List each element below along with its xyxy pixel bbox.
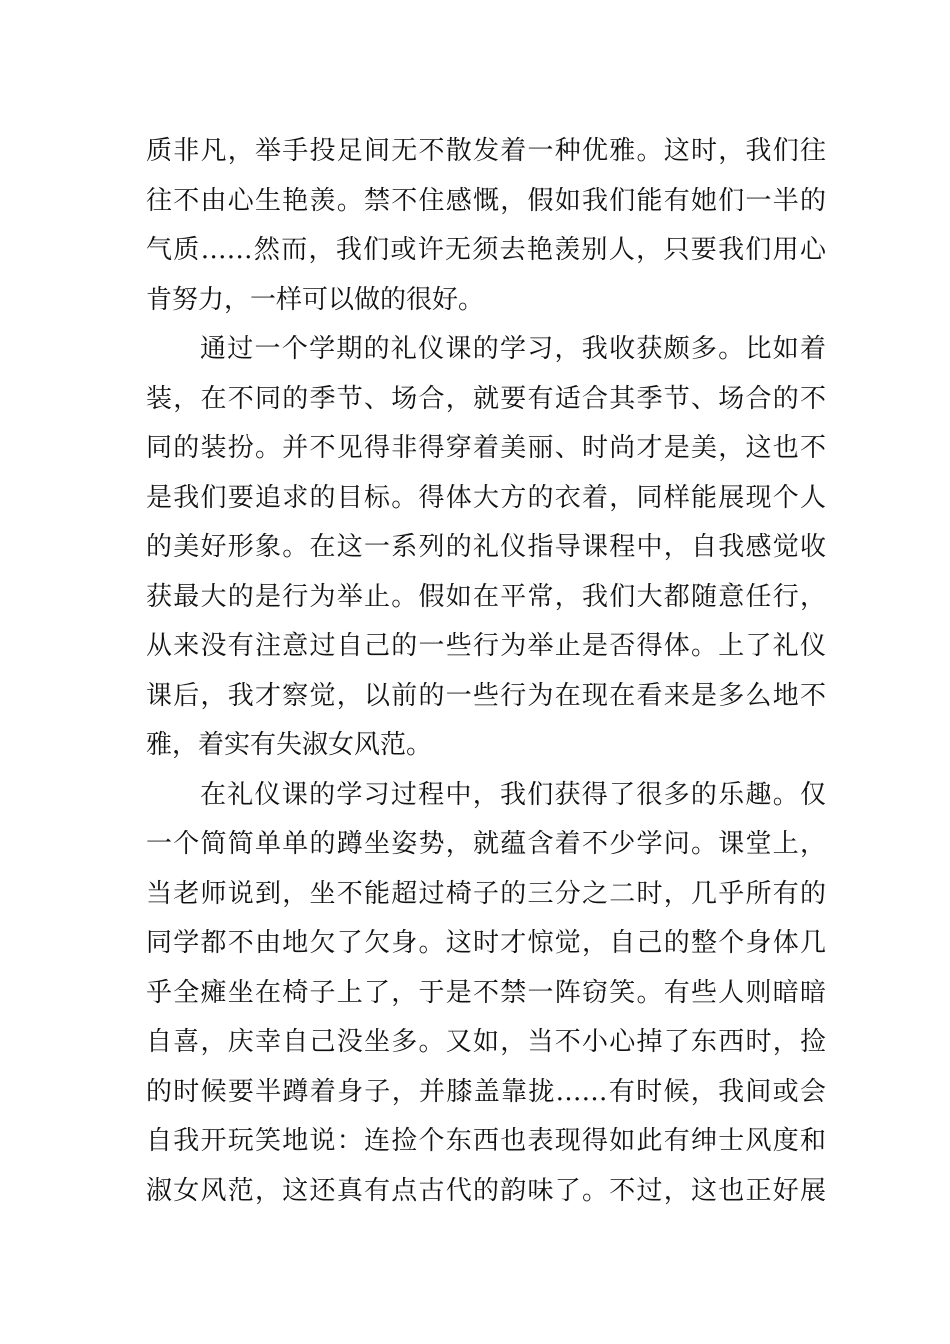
- text-line: 的美好形象。在这一系列的礼仪指导课程中，自我感觉收: [146, 532, 826, 562]
- text-line: 雅，着实有失淑女风范。: [146, 730, 433, 760]
- text-line: 的时候要半蹲着身子，并膝盖靠拢……有时候，我间或会: [146, 1076, 826, 1107]
- text-line: 同的装扮。并不见得非得穿着美丽、时尚才是美，这也不: [146, 433, 826, 463]
- paragraph-2: [146, 325, 826, 771]
- paragraph-1: [146, 127, 826, 325]
- text-line: 乎全瘫坐在椅子上了，于是不禁一阵窃笑。有些人则暗暗: [146, 977, 826, 1008]
- text-line: 当老师说到，坐不能超过椅子的三分之二时，几乎所有的: [146, 878, 826, 909]
- text-line: 通过一个学期的礼仪课的学习，我收获颇多。比如着: [200, 334, 826, 364]
- text-line: 往不由心生艳羡。禁不住感慨，假如我们能有她们一半的: [146, 185, 826, 216]
- text-line: 气质……然而，我们或许无须去艳羡别人，只要我们用心: [146, 235, 826, 265]
- text-line: 自我开玩笑地说：连捡个东西也表现得如此有绅士风度和: [146, 1126, 826, 1156]
- paragraph-3: [146, 771, 826, 1217]
- text-line: 肯努力，一样可以做的很好。: [146, 284, 485, 315]
- text-line: 一个简简单单的蹲坐姿势，就蕴含着不少学问。课堂上，: [146, 829, 826, 859]
- text-line: 获最大的是行为举止。假如在平常，我们大都随意任行，: [146, 581, 826, 612]
- text-line: 课后，我才察觉，以前的一些行为在现在看来是多么地不: [146, 680, 826, 711]
- text-line: 装，在不同的季节、场合，就要有适合其季节、场合的不: [146, 383, 826, 414]
- text-line: 自喜，庆幸自己没坐多。又如，当不小心掉了东西时，捡: [146, 1027, 826, 1057]
- text-line: 从来没有注意过自己的一些行为举止是否得体。上了礼仪: [146, 631, 826, 661]
- text-line: 淑女风范，这还真有点古代的韵味了。不过，这也正好展: [146, 1175, 826, 1206]
- text-line: 是我们要追求的目标。得体大方的衣着，同样能展现个人: [146, 482, 826, 513]
- body-text: [146, 127, 826, 1216]
- text-line: 同学都不由地欠了欠身。这时才惊觉，自己的整个身体几: [146, 928, 826, 958]
- text-line: 在礼仪课的学习过程中，我们获得了很多的乐趣。仅: [200, 779, 826, 810]
- text-line: 质非凡，举手投足间无不散发着一种优雅。这时，我们往: [146, 136, 826, 166]
